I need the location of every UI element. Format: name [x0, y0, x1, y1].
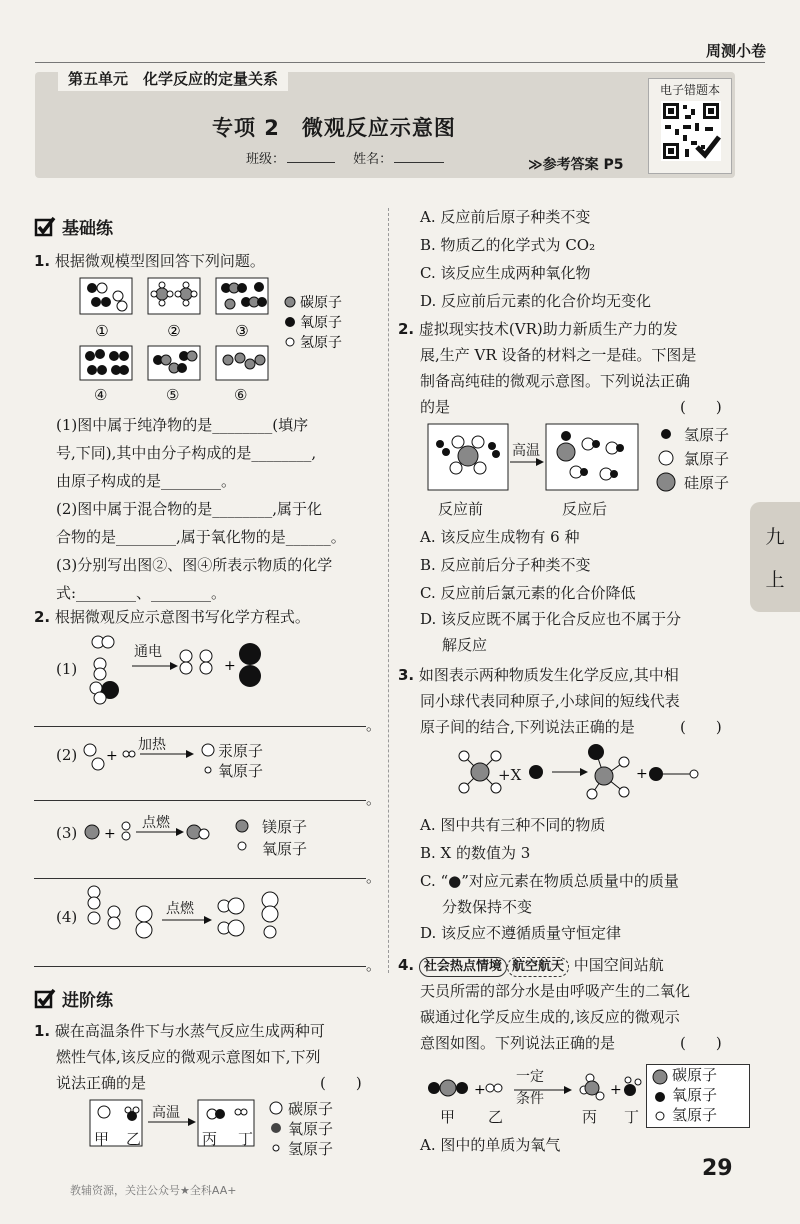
- basic-q1-part2-line1: (2)图中属于混合物的是________,属于化: [56, 500, 323, 518]
- svg-text:+: +: [104, 826, 116, 842]
- advanced-q4-stem-line3: 碳通过化学反应生成的,该反应的微观示: [420, 1008, 680, 1026]
- box-label-1: ①: [95, 322, 109, 340]
- advanced-q2-answer-paren[interactable]: ( ): [680, 398, 722, 416]
- advanced-q4-stem-line2: 天员所需的部分水是由呼吸产生的二氧化: [420, 982, 691, 1000]
- model-box-4: [80, 346, 132, 380]
- basic-q1-part1-line3: 由原子构成的是________。: [56, 472, 237, 490]
- class-label: 班级：: [246, 152, 286, 167]
- advanced-q1-option-c[interactable]: C. 该反应生成两种氧化物: [420, 264, 591, 282]
- reaction-2-condition: 加热: [138, 737, 166, 753]
- reaction-2-legend-mercury: 汞原子: [218, 742, 264, 760]
- advanced-q4-legend-oxygen: 氧原子: [672, 1086, 718, 1104]
- advanced-q2-after-label: 反应后: [562, 500, 608, 518]
- name-field[interactable]: [394, 162, 444, 163]
- advanced-q1-legend-symbols: [268, 1100, 284, 1158]
- reaction-3-legend-oxygen: 氧原子: [262, 840, 308, 858]
- advanced-q4-condition-b: 条件: [516, 1091, 544, 1107]
- advanced-q2-stem-line1: 2. 虚拟现实技术(VR)助力新质生产力的发: [398, 320, 678, 338]
- advanced-q2-condition: 高温: [512, 443, 540, 459]
- advanced-q1-condition: 高温: [152, 1105, 180, 1121]
- advanced-q2-option-b[interactable]: B. 反应前后分子种类不变: [420, 556, 591, 574]
- basic-q1-part1-line2: 号,下同),其中由分子构成的是________,: [56, 444, 317, 462]
- qr-code-icon[interactable]: [661, 101, 721, 161]
- footer-note: 教辅资源，关注公众号★全科AA+: [70, 1184, 237, 1197]
- model-box-6: [216, 346, 268, 380]
- grade-side-tab-upper: 上: [765, 569, 785, 591]
- box-label-3: ③: [235, 322, 249, 340]
- advanced-q3-stem-line1: 3. 如图表示两种物质发生化学反应,其中相: [398, 666, 679, 684]
- advanced-q4-label-bing: 丙: [582, 1108, 598, 1126]
- checkbox-icon: [34, 216, 56, 238]
- advanced-q1-label-yi: 乙: [126, 1130, 142, 1148]
- advanced-q1-option-b[interactable]: B. 物质乙的化学式为 CO₂: [420, 236, 596, 254]
- column-divider: [388, 208, 389, 973]
- svg-text:+: +: [224, 658, 236, 674]
- advanced-q3-option-c-cont: 分数保持不变: [442, 898, 533, 916]
- advanced-q1-stem-line3: 说法正确的是: [56, 1074, 147, 1092]
- advanced-q3-stem-line2: 同小球代表同种原子,小球间的短线代表: [420, 692, 680, 710]
- reaction-1-condition: 通电: [134, 644, 162, 660]
- aerospace-tag: 航空航天: [507, 957, 569, 977]
- svg-text:+: +: [636, 766, 648, 782]
- advanced-section-title: 进阶练: [62, 991, 113, 1011]
- advanced-q2-option-c[interactable]: C. 反应前后氯元素的化合价降低: [420, 584, 636, 602]
- svg-text:+: +: [610, 1082, 622, 1098]
- reaction-4-answer-line[interactable]: [34, 966, 366, 967]
- advanced-q1-label-ding: 丁: [238, 1130, 254, 1148]
- legend-hydrogen: 氢原子: [300, 335, 342, 351]
- advanced-q2-stem-line4: 的是: [420, 398, 451, 416]
- checkbox-icon: [34, 988, 56, 1010]
- model-box-5: [148, 346, 200, 380]
- reaction-3-label: (3): [56, 824, 78, 842]
- basic-q2-stem: 2. 根据微观反应示意图书写化学方程式。: [34, 608, 310, 626]
- advanced-q4-stem-line4: 意图如图。下列说法正确的是: [420, 1034, 616, 1052]
- page-number: 29: [702, 1156, 733, 1181]
- reaction-3-period: 。: [366, 868, 382, 886]
- svg-text:+: +: [474, 1082, 486, 1098]
- reaction-4-diagram: [84, 884, 304, 944]
- reaction-2-answer-line[interactable]: [34, 800, 366, 801]
- weekly-quiz-tag: 周测小卷: [705, 42, 766, 60]
- advanced-q1-label-bing: 丙: [202, 1130, 218, 1148]
- advanced-q4-stem-line1: 4. 社会热点情境 航空航天 中国空间站航: [398, 954, 664, 977]
- advanced-q1-option-a[interactable]: A. 反应前后原子种类不变: [420, 208, 591, 226]
- student-info: [246, 148, 458, 167]
- grade-side-tab-nine: 九: [765, 526, 785, 548]
- name-label: 姓名：: [353, 152, 393, 167]
- advanced-q1-legend-oxygen: 氧原子: [288, 1120, 334, 1138]
- unit-label: 第五单元 化学反应的定量关系: [58, 66, 288, 91]
- advanced-q4-label-jia: 甲: [440, 1108, 456, 1126]
- reaction-1-answer-line[interactable]: [34, 726, 366, 727]
- qr-label: 电子错题本: [659, 83, 720, 97]
- header-rule: [35, 62, 765, 63]
- advanced-q4-legend-carbon: 碳原子: [672, 1066, 718, 1084]
- reference-answer: ≫参考答案 P5: [528, 157, 624, 173]
- reaction-4-label: (4): [56, 908, 78, 926]
- basic-q1-part3-line2: 式:________、________。: [56, 584, 227, 602]
- model-box-2: [148, 278, 200, 314]
- basic-q1-part2-line2: 合物的是________,属于氧化物的是______。: [56, 528, 346, 546]
- advanced-q3-option-d[interactable]: D. 该反应不遵循质量守恒定律: [420, 924, 622, 942]
- advanced-q1-label-jia: 甲: [94, 1130, 110, 1148]
- advanced-q4-option-a[interactable]: A. 图中的单质为氧气: [420, 1136, 561, 1154]
- advanced-q1-option-d[interactable]: D. 反应前后元素的化合价均无变化: [420, 292, 652, 310]
- page-title: 专项 2 微观反应示意图: [212, 116, 456, 140]
- advanced-q3-diagram: [456, 738, 706, 812]
- advanced-q4-condition-a: 一定: [516, 1069, 544, 1085]
- advanced-section-heading: [34, 986, 113, 1011]
- basic-q1-stem: 1. 根据微观模型图回答下列问题。: [34, 252, 265, 270]
- reaction-1-label: (1): [56, 660, 78, 678]
- social-context-tag: 社会热点情境: [419, 957, 507, 977]
- advanced-q2-stem-line3: 制备高纯硅的微观示意图。下列说法正确: [420, 372, 691, 390]
- reaction-4-period: 。: [366, 956, 382, 974]
- molecular-model-diagram: [74, 274, 384, 394]
- advanced-q4-label-yi: 乙: [488, 1108, 504, 1126]
- basic-q1-part1-line1: (1)图中属于纯净物的是________(填序: [56, 416, 309, 434]
- advanced-q2-option-a[interactable]: A. 该反应生成物有 6 种: [420, 528, 580, 546]
- advanced-q3-option-b[interactable]: B. X 的数值为 3: [420, 844, 531, 862]
- basic-q1-part3-line1: (3)分别写出图②、图④所表示物质的化学: [56, 556, 333, 574]
- reaction-1-period: 。: [366, 716, 382, 734]
- advanced-q3-x-label: +X: [498, 766, 522, 784]
- advanced-q2-legend-chlorine: 氯原子: [684, 450, 730, 468]
- advanced-q1-answer-paren[interactable]: ( ): [320, 1074, 362, 1092]
- reaction-3-answer-line[interactable]: [34, 878, 366, 879]
- advanced-q3-option-c[interactable]: C. “●”对应元素在物质总质量中的质量: [420, 872, 679, 890]
- qr-panel[interactable]: [648, 78, 732, 174]
- model-box-1: [80, 278, 132, 314]
- legend-oxygen: 氧原子: [300, 315, 342, 331]
- legend-carbon: 碳原子: [300, 295, 342, 311]
- advanced-q2-legend-symbols: [654, 424, 680, 494]
- reaction-2-legend-oxygen: 氧原子: [218, 762, 264, 780]
- advanced-q2-option-d[interactable]: D. 该反应既不属于化合反应也不属于分: [420, 610, 682, 628]
- box-label-2: ②: [167, 322, 181, 340]
- grade-side-tab: [750, 502, 800, 612]
- advanced-q2-before-label: 反应前: [438, 500, 484, 518]
- box-label-5: ⑤: [166, 386, 180, 404]
- advanced-q2-legend-silicon: 硅原子: [684, 474, 730, 492]
- advanced-q1-legend-carbon: 碳原子: [288, 1100, 334, 1118]
- reaction-2-period: 。: [366, 790, 382, 808]
- advanced-q3-answer-paren[interactable]: ( ): [680, 718, 722, 736]
- advanced-q3-option-a[interactable]: A. 图中共有三种不同的物质: [420, 816, 606, 834]
- advanced-q2-legend-hydrogen: 氢原子: [684, 426, 730, 444]
- class-field[interactable]: [287, 162, 335, 163]
- reaction-2-label: (2): [56, 746, 78, 764]
- model-box-3: [216, 278, 268, 314]
- box-label-4: ④: [94, 386, 108, 404]
- box-label-6: ⑥: [234, 386, 248, 404]
- reaction-4-condition: 点燃: [166, 901, 194, 917]
- reaction-1-diagram: [84, 630, 284, 706]
- advanced-q3-stem-line3: 原子间的结合,下列说法正确的是: [420, 718, 635, 736]
- advanced-q2-option-d-cont: 解反应: [442, 636, 488, 654]
- basic-section-title: 基础练: [62, 219, 113, 239]
- svg-text:+: +: [106, 748, 118, 764]
- advanced-q4-label-ding: 丁: [624, 1108, 640, 1126]
- reaction-3-diagram: [82, 812, 382, 858]
- advanced-q4-legend-hydrogen: 氢原子: [672, 1106, 718, 1124]
- advanced-q1-stem-line2: 燃性气体,该反应的微观示意图如下,下列: [56, 1048, 321, 1066]
- advanced-q4-answer-paren[interactable]: ( ): [680, 1034, 722, 1052]
- basic-section-heading: [34, 214, 113, 239]
- advanced-q4-legend-symbols: [650, 1068, 670, 1126]
- reaction-3-condition: 点燃: [142, 815, 170, 831]
- advanced-q1-legend-hydrogen: 氢原子: [288, 1140, 334, 1158]
- advanced-q2-stem-line2: 展,生产 VR 设备的材料之一是硅。下图是: [420, 346, 697, 364]
- advanced-q1-stem-line1: 1. 碳在高温条件下与水蒸气反应生成两种可: [34, 1022, 325, 1040]
- reaction-3-legend-magnesium: 镁原子: [262, 818, 308, 836]
